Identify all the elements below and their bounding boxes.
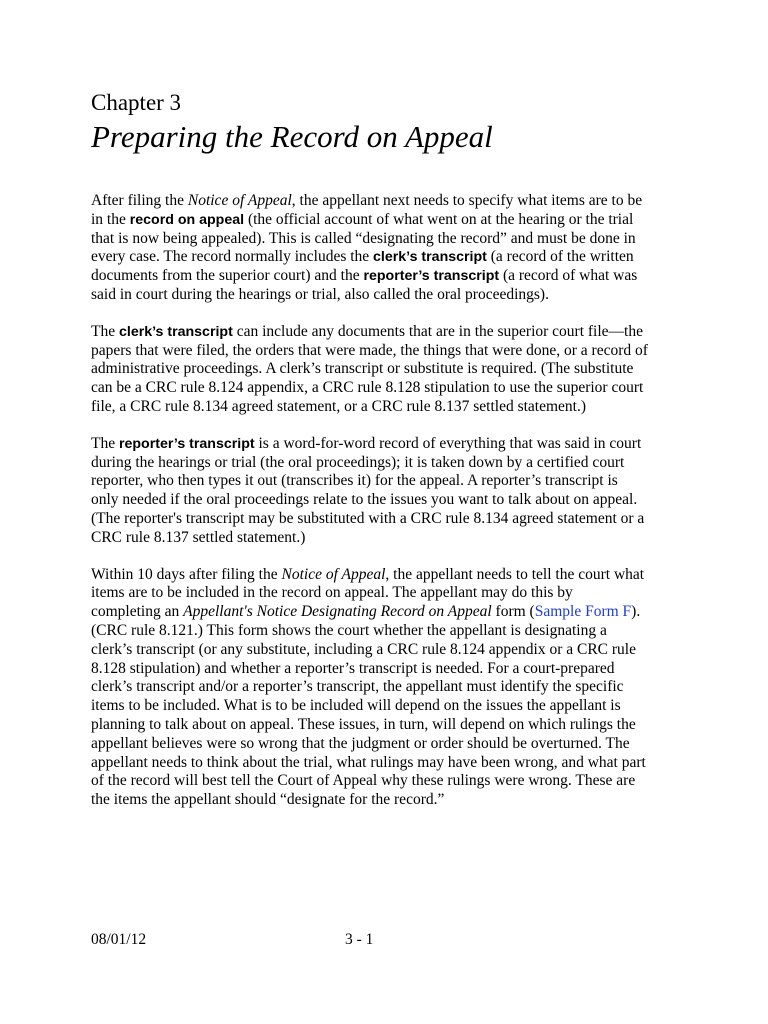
text-run: The (91, 434, 119, 452)
paragraph-reporters-transcript (91, 435, 691, 548)
text-run: (a record of what was (499, 267, 638, 285)
text-line (91, 435, 691, 454)
text-line: appellant believes were so wrong that the judgment or order should be overturned. The (91, 734, 630, 752)
text-line: during the hearings or trial (the oral proceedings); it is taken down by a certified court (91, 453, 625, 471)
text-run: After filing the (91, 192, 188, 209)
text-run: (the official account of what went on at the hearing or the trial (244, 210, 634, 228)
text-run: The (91, 322, 119, 340)
text-line: of the record will best tell the Court of Appeal why these rulings were wrong. These are (91, 772, 636, 790)
notice-of-appeal-term: Notice of Appeal (281, 565, 386, 583)
body-text (91, 192, 691, 828)
sample-form-f-link[interactable]: Sample Form F (534, 603, 632, 621)
text-run: can include any documents that are in the superior court file—the (232, 322, 643, 340)
footer-date: 08/01/12 (91, 931, 147, 948)
text-line: file, a CRC rule 8.134 agreed statement, or a CRC rule 8.137 settled statement.) (91, 397, 587, 415)
chapter-label: Chapter 3 (91, 90, 182, 115)
text-run: ). (631, 603, 641, 621)
paragraph-designation (91, 566, 691, 810)
text-line: clerk’s transcript (or any substitute, including a CRC rule 8.124 appendix or a CRC rule (91, 640, 636, 658)
text-line (91, 603, 691, 622)
text-line (91, 267, 691, 286)
text-line: CRC rule 8.137 settled statement.) (91, 528, 306, 546)
text-line (91, 248, 691, 267)
text-line (91, 211, 691, 230)
text-line: (The reporter's transcript may be substituted with a CRC rule 8.134 agreed statement or a (91, 509, 645, 527)
text-line (91, 192, 691, 211)
text-line: can be a CRC rule 8.124 appendix, a CRC rule 8.128 stipulation to use the superior court (91, 379, 644, 397)
text-line: only needed if the oral proceedings relate to the issues you want to talk about on appeal. (91, 491, 638, 509)
text-line: (CRC rule 8.121.) This form shows the court whether the appellant is designating a (91, 621, 607, 639)
text-run: documents from the superior court) and the (91, 267, 364, 285)
paragraph-clerks-transcript (91, 323, 691, 417)
chapter-title: Preparing the Record on Appeal (91, 119, 493, 154)
footer-page-number: 3 - 1 (345, 931, 374, 948)
text-run: (a record of the written (486, 248, 634, 266)
text-line: 8.128 stipulation) and whether a reporter’s transcript is needed. For a court-prepared (91, 659, 615, 677)
text-line: items to be included. What is to be included will depend on the issues the appellant is (91, 697, 621, 715)
text-run: is a word-for-word record of everything that was said in court (254, 434, 642, 452)
text-line: said in court during the hearings or trial, also called the oral proceedings). (91, 285, 549, 303)
text-line: that is now being appealed). This is called “designating the record” and must be done in (91, 229, 636, 247)
reporters-transcript-term: reporter’s transcript (118, 435, 255, 452)
clerks-transcript-term: clerk’s transcript (373, 249, 487, 266)
text-line: clerk’s transcript and/or a reporter’s transcript, the appellant must identify the specific (91, 678, 624, 696)
text-run: every case. The record normally includes the (91, 248, 374, 266)
text-line (91, 566, 691, 585)
text-line: reporter, who then types it out (transcribes it) for the appeal. A reporter’s transcript is (91, 472, 618, 490)
text-run: completing an (91, 603, 184, 621)
text-run: in the (91, 210, 130, 228)
text-run: Within 10 days after filing the (91, 565, 282, 583)
text-line: papers that were filed, the orders that were made, the things that were done, or a record of (91, 341, 648, 359)
text-line (91, 323, 691, 342)
text-line: appellant needs to think about the trial, what rulings may have been wrong, and what part (91, 753, 646, 771)
text-run: form ( (491, 603, 535, 621)
text-line: the items the appellant should “designate for the record.” (91, 791, 445, 809)
text-run: , the appellant needs to tell the court what (385, 565, 645, 583)
record-on-appeal-term: record on appeal (129, 211, 245, 228)
notice-of-appeal-term: Notice of Appeal (187, 192, 292, 209)
text-line: administrative proceedings. A clerk’s transcript or substitute is required. (The substitute (91, 360, 634, 378)
text-run: , the appellant next needs to specify what items are to be (291, 192, 643, 209)
text-line: items are to be included in the record on appeal. The appellant may do this by (91, 584, 573, 602)
paragraph-intro (91, 192, 691, 305)
form-name-term: Appellant's Notice Designating Record on Appeal (183, 603, 492, 621)
clerks-transcript-term: clerk’s transcript (118, 323, 233, 340)
text-line: planning to talk about on appeal. These issues, in turn, will depend on which rulings the (91, 715, 636, 733)
reporters-transcript-term: reporter’s transcript (363, 268, 500, 285)
